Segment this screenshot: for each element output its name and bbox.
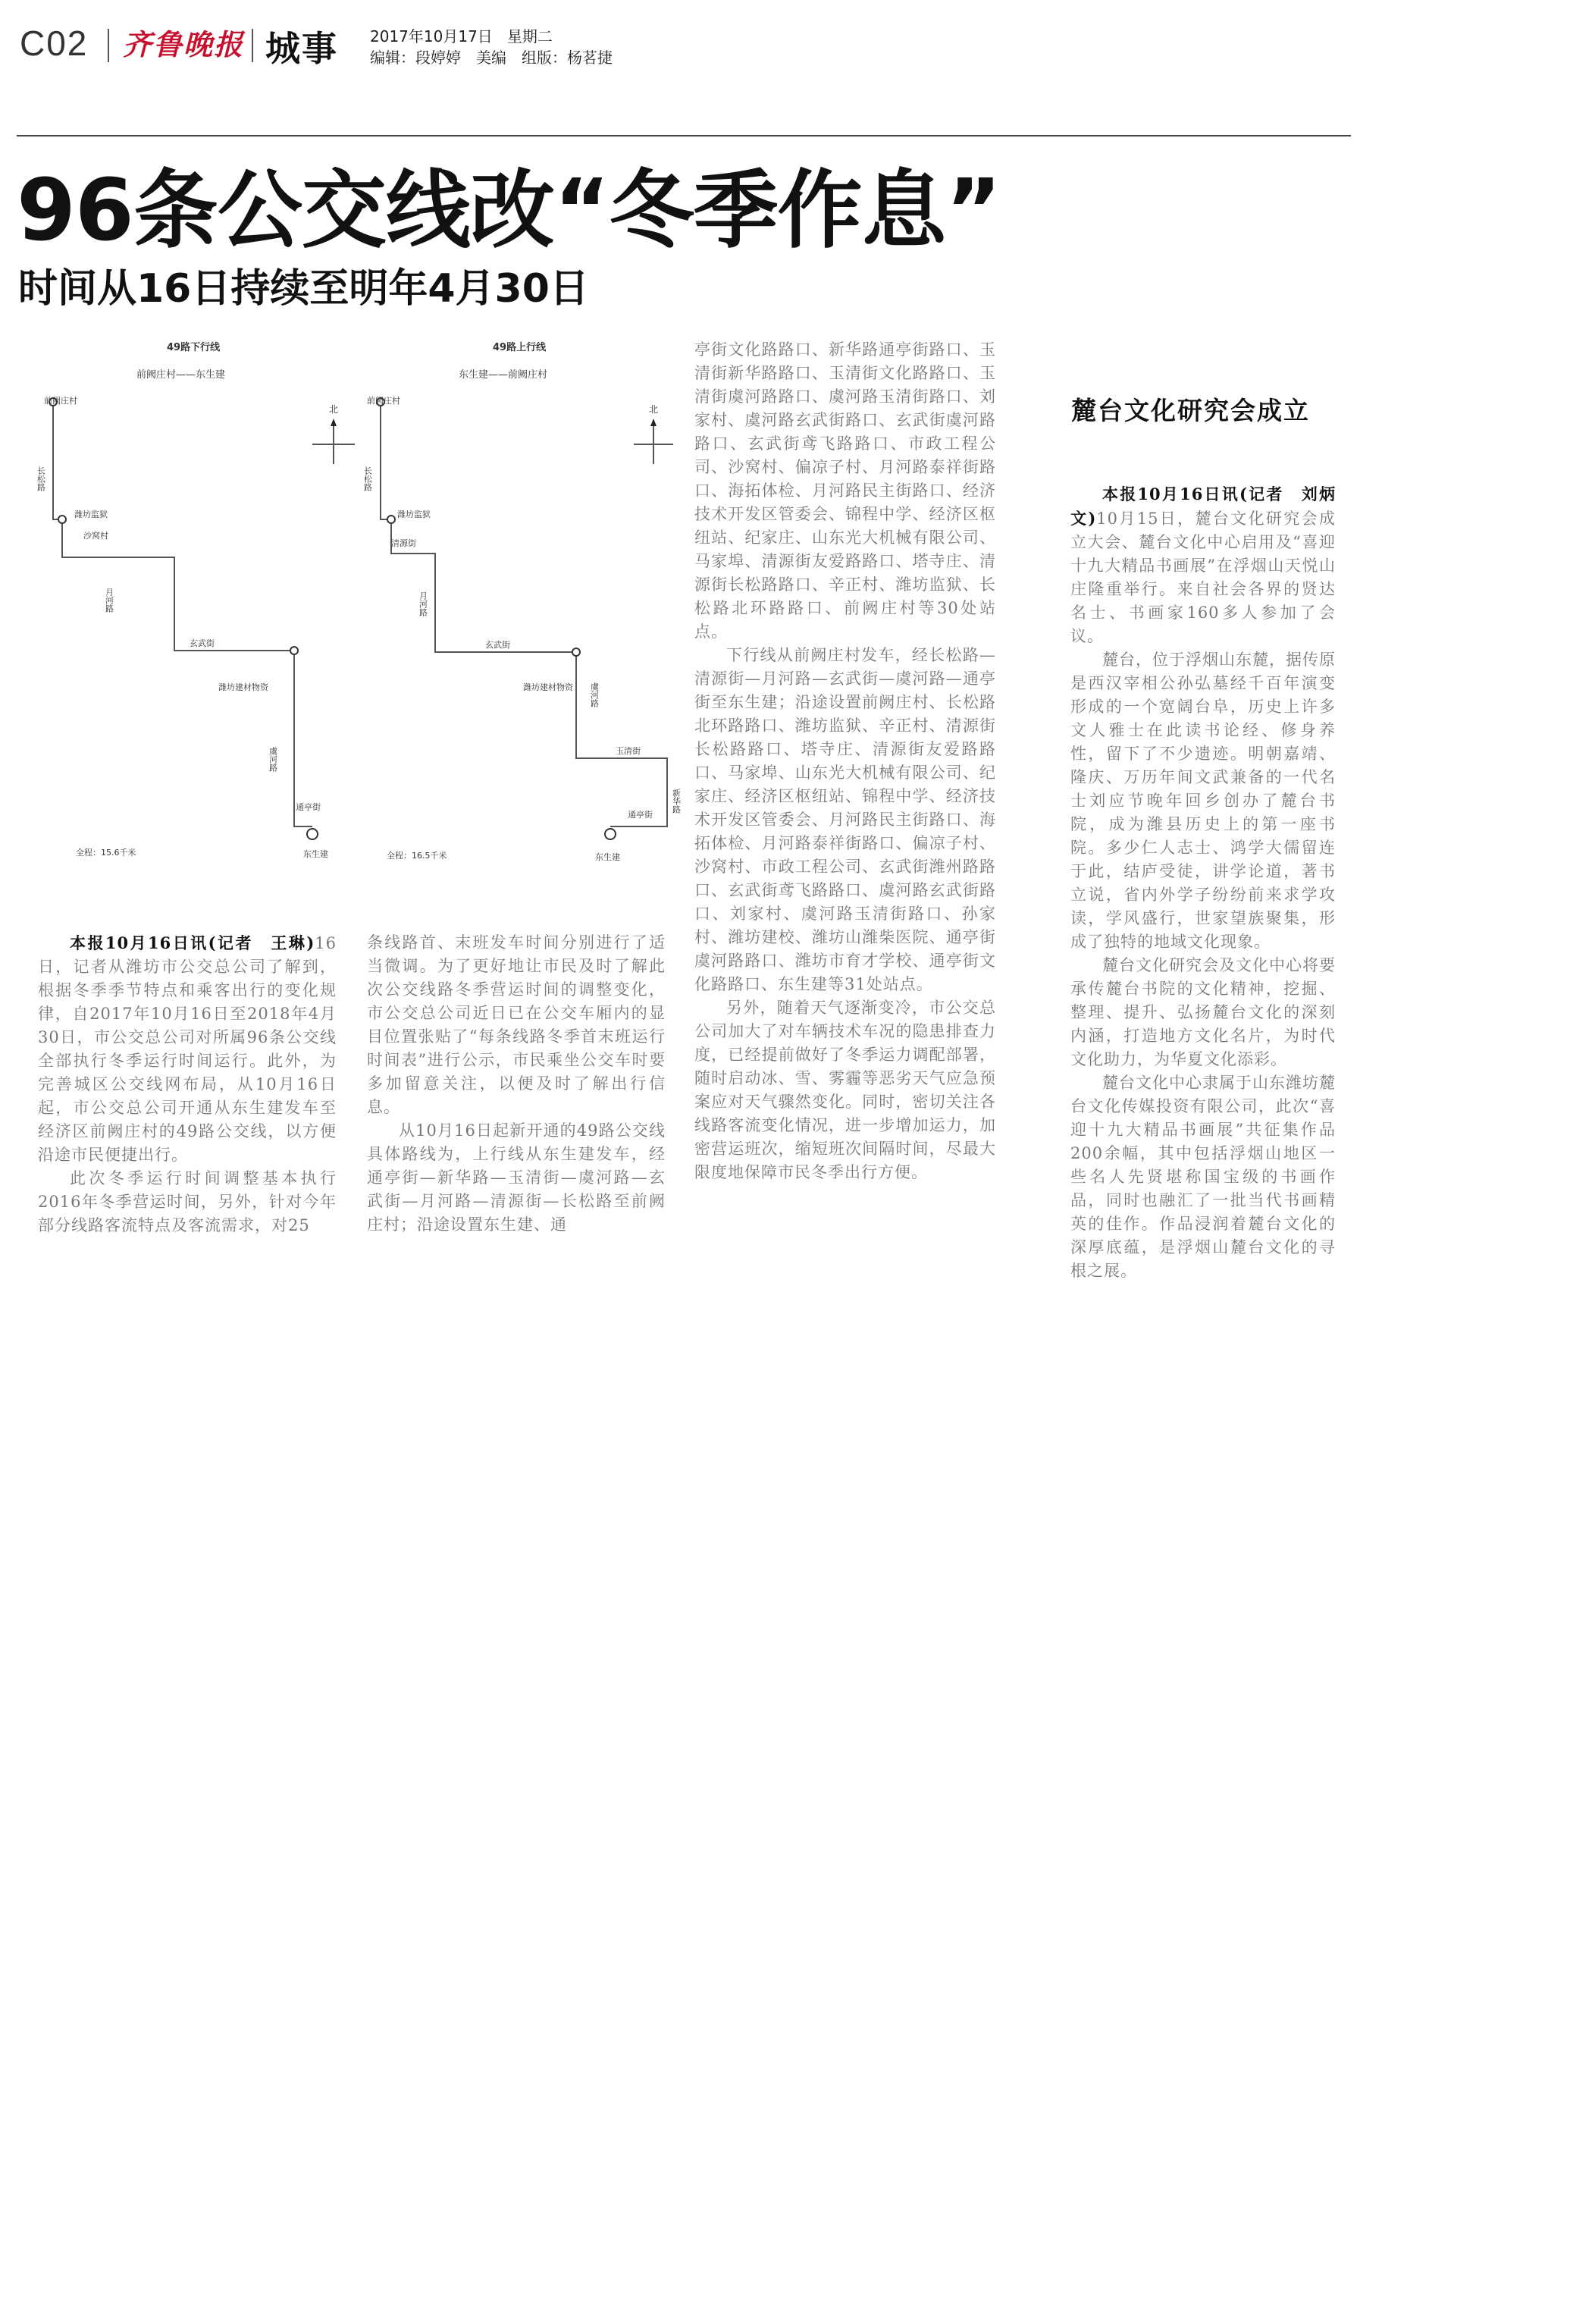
article-column-1 bbox=[38, 931, 337, 1237]
map-label: 玄武街 bbox=[485, 640, 510, 650]
map-label: 通亭街 bbox=[628, 810, 653, 820]
map-label: 月河路 bbox=[418, 591, 428, 616]
map-label: 月河路 bbox=[104, 588, 114, 613]
staff-credits: 编辑：段婷婷 美编 组版：杨茗捷 bbox=[370, 49, 613, 67]
issue-date: 2017年10月17日 bbox=[370, 27, 493, 45]
route-map bbox=[30, 334, 697, 910]
map-label: 潍坊建材物资 bbox=[218, 682, 268, 692]
map-label: 虞河路 bbox=[268, 747, 278, 772]
compass-cross bbox=[634, 425, 673, 464]
terminal-stop-icon bbox=[307, 829, 318, 839]
masthead-divider bbox=[108, 29, 109, 62]
article-paragraph: 16日，记者从潍坊市公交总公司了解到，根据冬季季节特点和乘客出行的变化规律，自2017年10月16日至2018年4月30日，市公交总公司对所属96条公交线全部执行冬季运行时间运行。此外，为完善城区公交线网布局，从10月16日起，市公交总公司开通从东生建发车至经济区前阙庄村的49路公交线，以方便沿途市民便捷出行。 bbox=[38, 934, 337, 1164]
sidebar-paragraph: 麓台文化中心隶属于山东潍坊麓台文化传媒投资有限公司，此次“喜迎十九大精品书画展”共征集作品200余幅，其中包括浮烟山地区一些名人先贤堪称国宝级的书画作品，同时也融汇了一批当代书画精英的佳作。作品浸润着麓台文化的深厚底蕴，是浮烟山麓台文化的寻根之展。 bbox=[1070, 1074, 1336, 1280]
map-label: 潍坊监狱 bbox=[397, 510, 431, 519]
north-label: 北 bbox=[329, 404, 339, 415]
map-label: 玉清街 bbox=[616, 746, 641, 756]
map-label: 玄武街 bbox=[190, 638, 215, 648]
north-arrow-icon bbox=[331, 419, 337, 426]
map-label: 长松路 bbox=[36, 466, 46, 491]
stop-icon bbox=[387, 516, 395, 523]
article-column-2 bbox=[367, 931, 666, 1237]
stop-icon bbox=[58, 516, 66, 523]
map-distance-right: 全程：16.5千米 bbox=[387, 851, 447, 861]
map-label: 通亭街 bbox=[296, 802, 321, 812]
section-title: 城事 bbox=[265, 28, 338, 69]
issue-weekday: 星期二 bbox=[506, 27, 553, 45]
headline: 96条公交线改“冬季作息” bbox=[17, 162, 1001, 260]
map-title-left: 49路下行线 bbox=[167, 342, 221, 353]
map-label: 沙窝村 bbox=[83, 531, 108, 541]
north-arrow-icon bbox=[650, 419, 657, 426]
article-column-3 bbox=[694, 338, 996, 1184]
map-label: 前阙庄村 bbox=[44, 396, 77, 406]
map-label: 清源街 bbox=[391, 538, 416, 548]
map-label: 前阙庄村 bbox=[367, 396, 400, 406]
terminal-stop-icon bbox=[605, 829, 616, 839]
article-byline: 本报10月16日讯(记者 王琳) bbox=[70, 933, 315, 952]
north-label: 北 bbox=[649, 404, 659, 415]
article-paragraph: 另外，随着天气逐渐变冷，市公交总公司加大了对车辆技术车况的隐患排查力度，已经提前做好了冬季运力调配部署，随时启动冰、雪、雾霾等恶劣天气应急预案应对天气骤然变化。同时，密切关注各线路客流变化情况，进一步增加运力，加密营运班次，缩短班次间隔时间，尽最大限度地保障市民冬季出行方便。 bbox=[694, 999, 996, 1181]
stop-icon bbox=[290, 647, 298, 654]
map-distance-left: 全程：15.6千米 bbox=[76, 848, 136, 858]
stop-icon bbox=[572, 648, 580, 656]
map-label: 新华路 bbox=[671, 789, 682, 814]
compass-cross bbox=[312, 425, 355, 464]
map-label: 潍坊建材物资 bbox=[523, 682, 573, 692]
article-paragraph: 此次冬季运行时间调整基本执行2016年冬季营运时间，另外，针对今年部分线路客流特点及客流需求，对25 bbox=[38, 1169, 337, 1234]
article-paragraph: 条线路首、末班发车时间分别进行了适当微调。为了更好地让市民及时了解此次公交线路冬季营运时间的调整变化，市公交总公司近日已在公交车厢内的显目位置张贴了“每条线路冬季首末班运行时间表”进行公示，市民乘坐公交车时要多加留意关注，以便及时了解出行信息。 bbox=[367, 933, 666, 1116]
map-label: 东生建 bbox=[595, 852, 620, 862]
subheadline: 时间从16日持续至明年4月30日 bbox=[18, 266, 589, 312]
sidebar-body bbox=[1070, 482, 1336, 1283]
sidebar-title: 麓台文化研究会成立 bbox=[1071, 396, 1310, 425]
map-label: 虞河路 bbox=[589, 682, 600, 707]
article-paragraph: 从10月16日起新开通的49路公交线具体路线为，上行线从东生建发车，经通亭街—新华路—玉清街—虞河路—玄武街—月河路—清源街—长松路至前阙庄村；沿途设置东生建、通 bbox=[367, 1121, 666, 1234]
map-label: 长松路 bbox=[362, 466, 373, 491]
sidebar-paragraph: 麓台，位于浮烟山东麓，据传原是西汉宰相公孙弘墓经千百年演变形成的一个宽阔台阜，历史上许多文人雅士在此读书论经、修身养性，留下了不少遗迹。明朝嘉靖、隆庆、万历年间文武兼备的一代名士刘应节晚年回乡创办了麓台书院，成为潍县历史上的第一座书院。多少仁人志士、鸿学大儒留连于此，结庐受徒，讲学论道，著书立说，省内外学子纷纷前来求学攻读，学风盛行，世家望族聚集，形成了独特的地域文化现象。 bbox=[1070, 651, 1336, 951]
issue-date-line bbox=[370, 24, 553, 46]
article-paragraph: 亭街文化路路口、新华路通亭街路口、玉清街新华路路口、玉清街文化路路口、玉清街虞河路路口、虞河路玉清街路口、刘家村、虞河路玄武街路口、玄武街虞河路路口、玄武街鸢飞路路口、市政工程公司、沙窝村、偏凉子村、月河路泰祥街路口、海拓体检、月河路民主街路口、经济技术开发区管委会、锦程中学、经济区枢纽站、纪家庄、山东光大机械有限公司、马家埠、清源街友爱路路口、塔寺庄、清源街长松路路口、辛正村、潍坊监狱、长松路北环路路口、前阙庄村等30处站点。 bbox=[694, 340, 996, 641]
masthead-divider bbox=[252, 29, 253, 62]
page-number: C02 bbox=[20, 24, 89, 63]
article-paragraph: 下行线从前阙庄村发车，经长松路—清源街—月河路—玄武街—虞河路—通亭街至东生建；沿途设置前阙庄村、长松路北环路路口、潍坊监狱、辛正村、清源街长松路路口、塔寺庄、清源街友爱路路口、马家埠、山东光大机械有限公司、纪家庄、经济区枢纽站、锦程中学、经济技术开发区管委会、月河路民主街路口、海拓体检、月河路泰祥街路口、偏凉子村、沙窝村、市政工程公司、玄武街潍州路路口、玄武街鸢飞路路口、虞河路玄武街路口、刘家村、虞河路玉清街路口、孙家村、潍坊建校、潍坊山潍柴医院、通亭街虞河路路口、潍坊市育才学校、通亭街文化路路口、东生建等31处站点。 bbox=[694, 646, 996, 993]
map-label: 东生建 bbox=[303, 849, 328, 859]
paper-name-logo: 齐鲁晚报 bbox=[123, 27, 245, 61]
map-direction-left: 前阙庄村——东生建 bbox=[136, 369, 226, 381]
header-rule bbox=[17, 135, 1351, 136]
map-title-right: 49路上行线 bbox=[493, 342, 547, 353]
sidebar-byline: 本报10月16日讯(记者 刘炳文) bbox=[1070, 485, 1336, 528]
sidebar-paragraph: 麓台文化研究会及文化中心将要承传麓台书院的文化精神，挖掘、整理、提升、弘扬麓台文化的深刻内涵，打造地方文化名片，为时代文化助力，为华夏文化添彩。 bbox=[1070, 956, 1336, 1068]
map-label: 潍坊监狱 bbox=[74, 510, 108, 519]
sidebar-paragraph: 10月15日，麓台文化研究会成立大会、麓台文化中心启用及“喜迎十九大精品书画展”在浮烟山天悦山庄隆重举行。来自社会各界的贤达名士、书画家160多人参加了会议。 bbox=[1070, 510, 1336, 645]
map-direction-right: 东生建——前阙庄村 bbox=[459, 369, 548, 381]
